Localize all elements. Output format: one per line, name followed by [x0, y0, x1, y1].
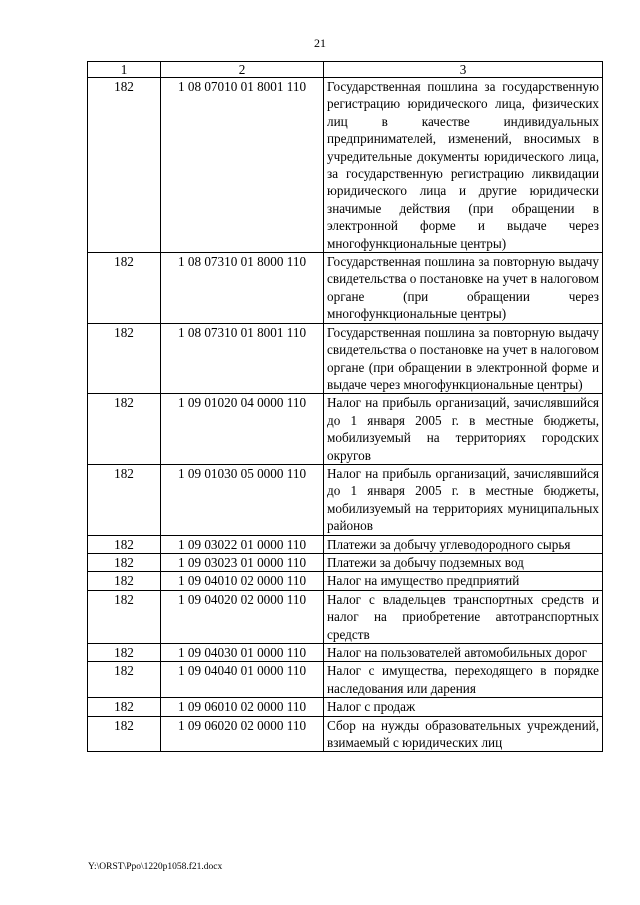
table-row — [88, 644, 603, 662]
budget-code-cell: 1 09 06010 02 0000 110 — [161, 698, 324, 716]
budget-code-cell: 1 09 03023 01 0000 110 — [161, 553, 324, 571]
admin-code-cell: 182 — [88, 464, 161, 535]
admin-code-cell: 182 — [88, 590, 161, 643]
budget-code-cell: 1 08 07310 01 8001 110 — [161, 323, 324, 394]
admin-code-cell: 182 — [88, 394, 161, 465]
admin-code-cell: 182 — [88, 572, 161, 590]
table-row — [88, 590, 603, 643]
budget-code-cell: 1 09 04020 02 0000 110 — [161, 590, 324, 643]
revenue-name-cell: Государственная пошлина за повторную выдачу свидетельства о постановке на учет в налоговом органе (при обращении через многофункциональные центры) — [324, 253, 603, 324]
budget-code-cell: 1 09 06020 02 0000 110 — [161, 716, 324, 752]
admin-code-cell: 182 — [88, 553, 161, 571]
revenue-name-cell: Налог на прибыль организаций, зачислявшийся до 1 января 2005 г. в местные бюджеты, мобилизуемый на территориях муниципальных районов — [324, 464, 603, 535]
file-path-footer: Y:\ORST\Ppo\1220p1058.f21.docx — [88, 862, 223, 872]
header-col-3: 3 — [324, 62, 603, 78]
revenue-name-cell: Платежи за добычу подземных вод — [324, 553, 603, 571]
revenue-name-cell: Налог на пользователей автомобильных дорог — [324, 644, 603, 662]
revenue-name-cell: Налог на прибыль организаций, зачислявшийся до 1 января 2005 г. в местные бюджеты, мобилизуемый на территориях городских округов — [324, 394, 603, 465]
admin-code-cell: 182 — [88, 716, 161, 752]
budget-code-cell: 1 08 07010 01 8001 110 — [161, 78, 324, 253]
revenue-name-cell: Налог на имущество предприятий — [324, 572, 603, 590]
revenue-name-cell: Государственная пошлина за государственную регистрацию юридического лица, физических лиц в качестве индивидуальных предпринимателей, изменений, вносимых в учредительные документы юридического лица, за государственную регистрацию ликвидации юридического лица и другие юридически значимые действия (при обращении в электронной форме и выдаче через многофункциональные центры) — [324, 78, 603, 253]
table-row — [88, 535, 603, 553]
revenue-name-cell: Налог с владельцев транспортных средств и налог на приобретение автотранспортных средств — [324, 590, 603, 643]
page-number: 21 — [314, 36, 326, 50]
header-col-2: 2 — [161, 62, 324, 78]
revenue-name-cell: Платежи за добычу углеводородного сырья — [324, 535, 603, 553]
budget-code-cell: 1 09 04010 02 0000 110 — [161, 572, 324, 590]
header-col-1: 1 — [88, 62, 161, 78]
table-row — [88, 323, 603, 394]
admin-code-cell: 182 — [88, 323, 161, 394]
table-row — [88, 253, 603, 324]
budget-code-cell: 1 09 04040 01 0000 110 — [161, 662, 324, 698]
revenue-name-cell: Налог с имущества, переходящего в порядке наследования или дарения — [324, 662, 603, 698]
table-header-row — [88, 62, 603, 78]
table-row — [88, 662, 603, 698]
table-row — [88, 698, 603, 716]
table-row — [88, 553, 603, 571]
admin-code-cell: 182 — [88, 535, 161, 553]
revenue-name-cell: Налог с продаж — [324, 698, 603, 716]
revenue-codes-table — [87, 61, 603, 752]
budget-code-cell: 1 09 01020 04 0000 110 — [161, 394, 324, 465]
budget-code-cell: 1 09 03022 01 0000 110 — [161, 535, 324, 553]
table-row — [88, 464, 603, 535]
table-row — [88, 572, 603, 590]
admin-code-cell: 182 — [88, 662, 161, 698]
table-row — [88, 78, 603, 253]
budget-code-cell: 1 08 07310 01 8000 110 — [161, 253, 324, 324]
table-row — [88, 394, 603, 465]
admin-code-cell: 182 — [88, 644, 161, 662]
revenue-name-cell: Государственная пошлина за повторную выдачу свидетельства о постановке на учет в налоговом органе (при обращении в электронной форме и выдаче через многофункциональные центры) — [324, 323, 603, 394]
budget-code-cell: 1 09 01030 05 0000 110 — [161, 464, 324, 535]
admin-code-cell: 182 — [88, 698, 161, 716]
table-row — [88, 716, 603, 752]
admin-code-cell: 182 — [88, 253, 161, 324]
budget-code-cell: 1 09 04030 01 0000 110 — [161, 644, 324, 662]
admin-code-cell: 182 — [88, 78, 161, 253]
revenue-name-cell: Сбор на нужды образовательных учреждений, взимаемый с юридических лиц — [324, 716, 603, 752]
